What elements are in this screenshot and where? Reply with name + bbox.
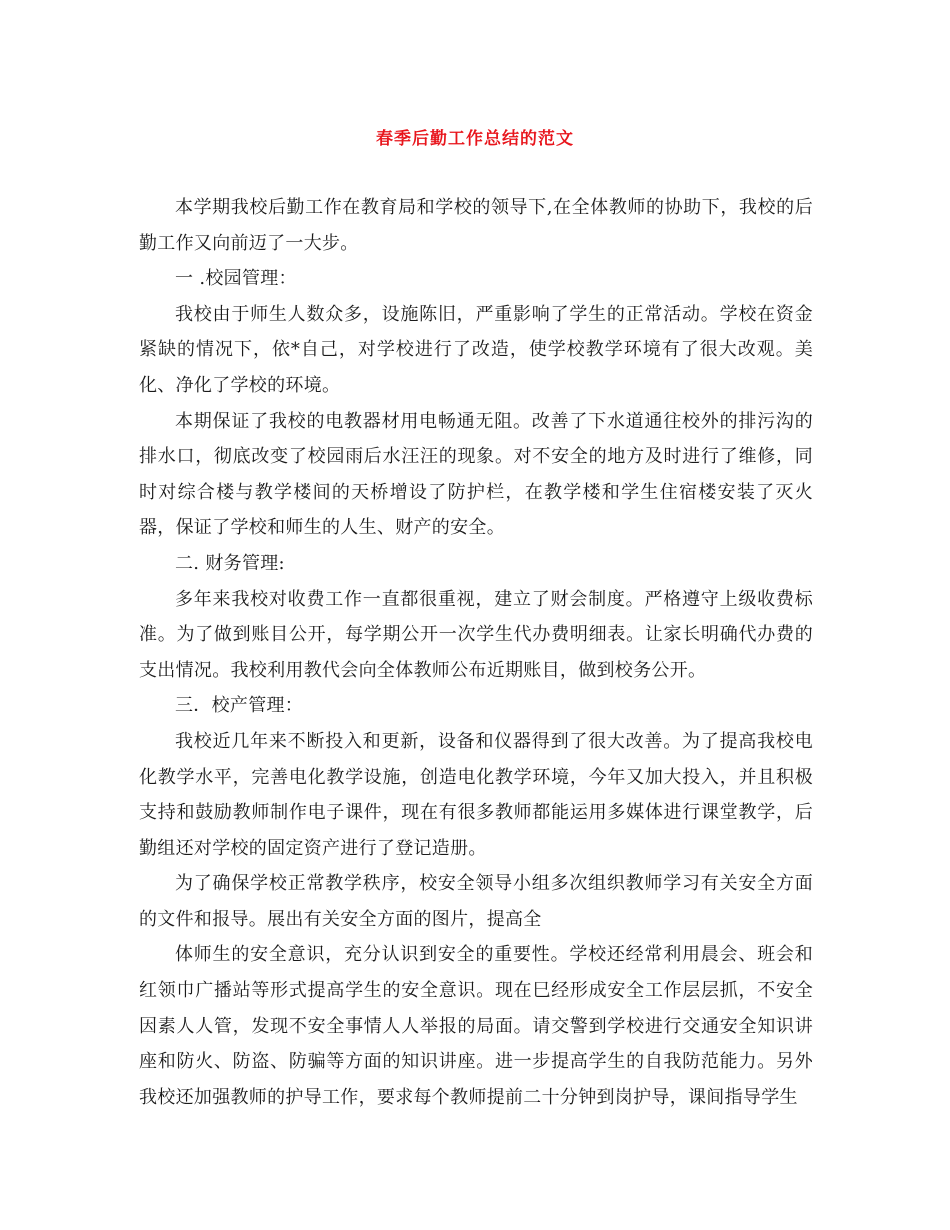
paragraph: 多年来我校对收费工作一直都很重视，建立了财会制度。严格遵守上级收费标准。为了做到账目公开，每学期公开一次学生代办费明细表。让家长明确代办费的支出情况。我校利用教代会向全体教师公布近期账目，做到校务公开。 (139, 588, 813, 681)
section-heading: 二. 财务管理: (175, 552, 285, 574)
document-title: 春季后勤工作总结的范文 (376, 129, 574, 149)
paragraph: 为了确保学校正常教学秩序，校安全领导小组多次组织教师学习有关安全方面的文件和报导。展出有关安全方面的图片，提高全 (139, 873, 813, 930)
paragraph: 本期保证了我校的电教器材用电畅通无阻。改善了下水道通往校外的排污沟的排水口，彻底改变了校园雨后水汪汪的现象。对不安全的地方及时进行了维修，同时对综合楼与教学楼间的天桥增设了防护栏，在教学楼和学生住宿楼安装了灭火器，保证了学校和师生的人生、财产的安全。 (139, 410, 813, 539)
section-heading: 一 .校园管理： (175, 268, 297, 290)
paragraph: 我校近几年来不断投入和更新，设备和仪器得到了很大改善。为了提高我校电化教学水平，完善电化教学设施，创造电化教学环境，今年又加大投入，并且积极支持和鼓励教师制作电子课件，现在有很多教师都能运用多媒体进行课堂教学，后勤组还对学校的固定资产进行了登记造册。 (139, 730, 813, 859)
document-body (139, 190, 813, 1115)
section-heading: 三．校产管理： (175, 695, 304, 717)
paragraph: 我校由于师生人数众多，设施陈旧，严重影响了学生的正常活动。学校在资金紧缺的情况下，依*自己，对学校进行了改造，使学校教学环境有了很大改观。美化、净化了学校的环境。 (139, 303, 813, 396)
paragraph: 体师生的安全意识，充分认识到安全的重要性。学校还经常利用晨会、班会和红领巾广播站等形式提高学生的安全意识。现在巳经形成安全工作层层抓，不安全因素人人管，发现不安全事情人人举报的局面。请交警到学校进行交通安全知识讲座和防火、防盗、防骗等方面的知识讲座。进一步提高学生的自我防范能力。另外我校还加强教师的护导工作，要求每个教师提前二十分钟到岗护导，课间指导学生 (139, 944, 813, 1108)
paragraph: 本学期我校后勤工作在教育局和学校的领导下,在全体教师的协助下，我校的后勤工作又向前迈了一大步。 (139, 197, 813, 254)
